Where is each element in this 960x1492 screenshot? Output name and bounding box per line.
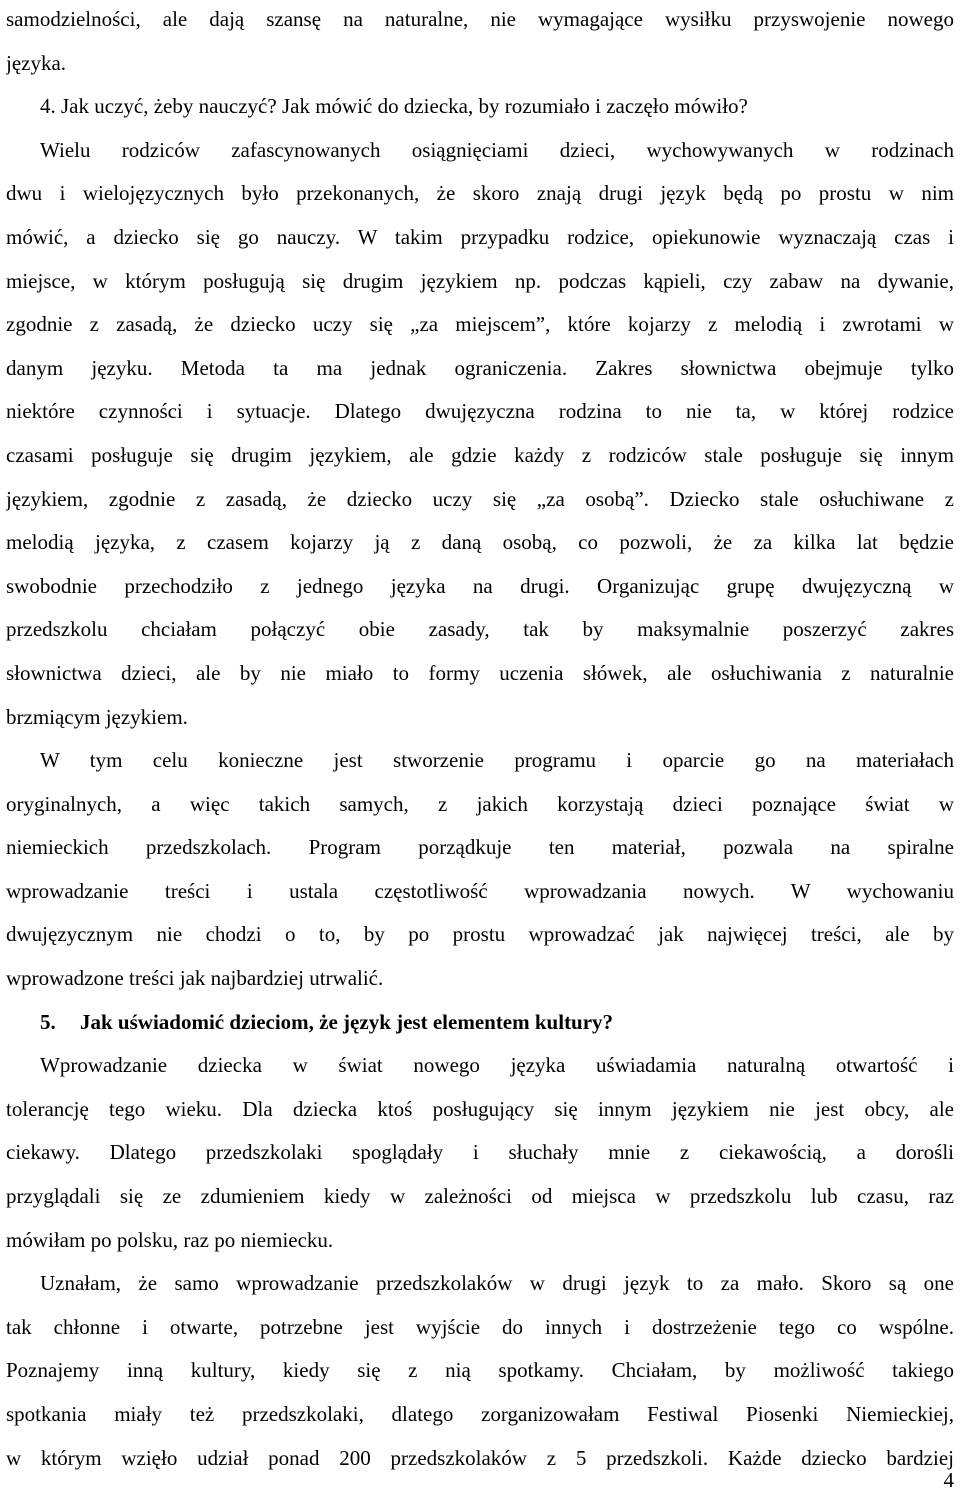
text-line: spotkania miały też przedszkolaki, dlatego zorganizowałam Festiwal Piosenki Niemieckiej,: [6, 1402, 954, 1426]
text-line: tolerancję tego wieku. Dla dziecka ktoś posługujący się innym językiem nie jest obcy, ale: [6, 1096, 954, 1121]
text-line: danym języku. Metoda ta ma jednak ograniczenia. Zakres słownictwa obejmuje tylko: [6, 355, 954, 380]
text-line: Wielu rodziców zafascynowanych osiągnięciami dzieci, wychowywanych w rodzinach: [40, 137, 954, 162]
text-line: Wprowadzanie dziecka w świat nowego języka uświadamia naturalną otwartość i: [40, 1053, 954, 1078]
document-page: [6, 0, 954, 1480]
text-line: swobodnie przechodziło z jednego języka na drugi. Organizując grupę dwujęzyczną w: [6, 573, 954, 598]
text-line: mówiłam po polsku, raz po niemiecku.: [6, 1227, 334, 1252]
text-line: wprowadzanie treści i ustala częstotliwość wprowadzania nowych. W wychowaniu: [6, 878, 954, 903]
text-line: brzmiącym językiem.: [6, 704, 188, 729]
text-line: W tym celu konieczne jest stworzenie programu i oparcie go na materiałach: [40, 748, 954, 773]
text-line: melodią języka, z czasem kojarzy ją z daną osobą, co pozwoli, że za kilka lat będzie: [6, 530, 954, 555]
section-heading: [6, 1001, 954, 1045]
text-line: językiem, zgodnie z zasadą, że dziecko uczy się „za osobą”. Dziecko stale osłuchiwane z: [6, 486, 954, 511]
text-line: tak chłonne i otwarte, potrzebne jest wyjście do innych i dostrzeżenie tego co wspólne.: [6, 1314, 954, 1339]
text-line: miejsce, w którym posługują się drugim językiem np. podczas kąpieli, czy zabaw na dywanie,: [6, 268, 954, 293]
text-line: Uznałam, że samo wprowadzanie przedszkolaków w drugi język to za mało. Skoro są one: [40, 1271, 954, 1296]
text-line: języka.: [6, 50, 67, 75]
heading-number: 5.: [40, 1009, 56, 1034]
text-line: oryginalnych, a więc takich samych, z jakich korzystają dzieci poznające świat w: [6, 791, 954, 816]
text-line: dwu i wielojęzycznych było przekonanych, że skoro znają drugi język będą po prostu w nim: [6, 181, 954, 206]
text-line: w którym wzięło udział ponad 200 przedszkolaków z 5 przedszkoli. Każde dziecko bardziej: [6, 1445, 954, 1470]
text-line: mówić, a dziecko się go nauczy. W takim przypadku rodzice, opiekunowie wyznaczają czas i: [6, 224, 954, 249]
text-line: czasami posługuje się drugim językiem, ale gdzie każdy z rodziców stale posługuje się innym: [6, 442, 954, 467]
text-line: ciekawy. Dlatego przedszkolaki spoglądały i słuchały mnie z ciekawością, a dorośli: [6, 1140, 954, 1165]
text-line: niektóre czynności i sytuacje. Dlatego dwujęzyczna rodzina to nie ta, w której rodzice: [6, 399, 954, 424]
text-line: zgodnie z zasadą, że dziecko uczy się „za miejscem”, które kojarzy z melodią i zwrotami w: [6, 312, 954, 337]
heading-text: Jak uświadomić dzieciom, że język jest elementem kultury?: [80, 1009, 614, 1034]
section-heading: 4. Jak uczyć, żeby nauczyć? Jak mówić do dziecka, by rozumiało i zaczęło mówiło?: [40, 94, 748, 119]
text-line: przedszkolu chciałam połączyć obie zasady, tak by maksymalnie poszerzyć zakres: [6, 617, 954, 642]
text-line: przyglądali się ze zdumieniem kiedy w zależności od miejsca w przedszkolu lub czasu, raz: [6, 1184, 954, 1209]
text-line: słownictwa dzieci, ale by nie miało to formy uczenia słówek, ale osłuchiwania z naturalnie: [6, 660, 954, 685]
text-line: niemieckich przedszkolach. Program porządkuje ten materiał, pozwala na spiralne: [6, 835, 954, 860]
text-line: samodzielności, ale dają szansę na naturalne, nie wymagające wysiłku przyswojenie nowego: [6, 7, 954, 31]
page-number: 4: [943, 1468, 954, 1492]
text-line: wprowadzone treści jak najbardziej utrwalić.: [6, 966, 384, 991]
text-line: Poznajemy inną kultury, kiedy się z nią spotkamy. Chciałam, by możliwość takiego: [6, 1358, 954, 1383]
text-line: dwujęzycznym nie chodzi o to, by po prostu wprowadzać jak najwięcej treści, ale by: [6, 922, 954, 947]
